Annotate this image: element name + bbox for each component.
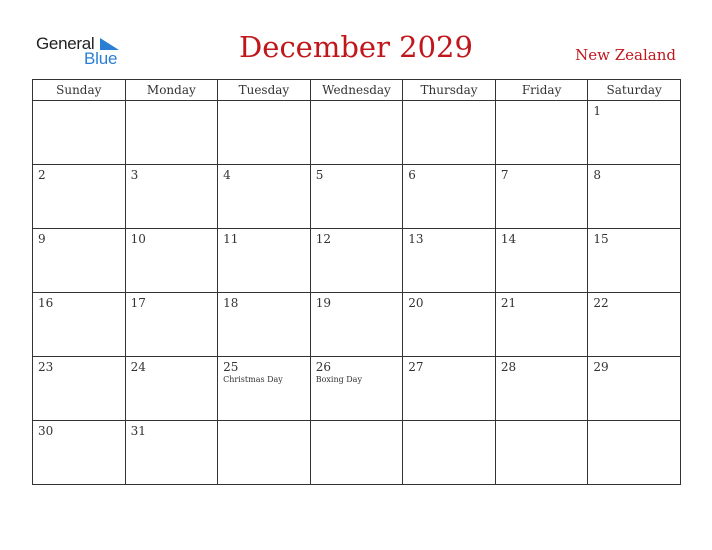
day-cell: [495, 293, 588, 357]
day-number: 9: [38, 232, 46, 246]
day-number: 6: [408, 168, 416, 182]
day-cell: [33, 165, 126, 229]
day-cell: [218, 229, 311, 293]
calendar-grid: [32, 79, 681, 485]
logo-text-blue: Blue: [84, 49, 118, 68]
day-cell: [125, 357, 218, 421]
day-number: 25: [223, 360, 239, 374]
week-row: [33, 421, 681, 485]
day-number: 1: [593, 104, 602, 118]
day-cell: [495, 421, 588, 485]
day-cell: [403, 421, 496, 485]
day-cell: [125, 101, 218, 165]
week-row: [33, 229, 681, 293]
day-cell: [403, 293, 496, 357]
day-cell: [588, 101, 681, 165]
day-number: 21: [500, 296, 517, 310]
weekday-header: Sunday: [33, 80, 126, 101]
day-cell: [495, 357, 588, 421]
day-cell: [125, 293, 218, 357]
day-cell: [403, 357, 496, 421]
holiday-label: Christmas Day: [223, 375, 283, 384]
day-number: 26: [315, 360, 331, 374]
day-number: 4: [223, 168, 231, 182]
day-number: 24: [130, 360, 146, 374]
day-number: 30: [38, 424, 54, 438]
day-number: 31: [130, 424, 146, 438]
day-cell: [310, 357, 403, 421]
weekday-header: Friday: [495, 80, 588, 101]
weekday-header: Saturday: [588, 80, 681, 101]
day-number: 19: [315, 296, 331, 310]
day-cell: [33, 229, 126, 293]
day-number: 29: [593, 360, 609, 374]
day-cell: [33, 293, 126, 357]
day-cell: [310, 165, 403, 229]
weekday-header: Wednesday: [310, 80, 403, 101]
day-number: 15: [593, 232, 609, 246]
day-cell: [495, 101, 588, 165]
day-cell: [588, 293, 681, 357]
day-number: 10: [130, 232, 146, 246]
day-cell: [218, 101, 311, 165]
week-row: [33, 293, 681, 357]
day-cell: [403, 101, 496, 165]
day-cell: [403, 229, 496, 293]
day-number: 23: [38, 360, 54, 374]
day-number: 3: [130, 168, 139, 182]
day-cell: [33, 357, 126, 421]
weekday-header: Thursday: [403, 80, 496, 101]
day-number: 5: [315, 168, 324, 182]
weekday-header-row: [33, 80, 681, 101]
day-number: 28: [500, 360, 517, 374]
day-number: 2: [38, 168, 46, 182]
weekday-header: Tuesday: [218, 80, 311, 101]
day-number: 14: [500, 232, 517, 246]
day-number: 11: [223, 232, 239, 246]
day-cell: [125, 165, 218, 229]
week-row: [33, 357, 681, 421]
day-cell: [403, 165, 496, 229]
day-cell: [588, 357, 681, 421]
logo-text-general: General: [36, 34, 95, 53]
day-cell: [125, 421, 218, 485]
day-cell: [125, 229, 218, 293]
day-number: 17: [130, 296, 146, 310]
day-number: 27: [408, 360, 424, 374]
weekday-header: Monday: [125, 80, 218, 101]
week-row: [33, 165, 681, 229]
region-label: New Zealand: [575, 46, 676, 64]
day-number: 8: [593, 168, 602, 182]
day-number: 18: [223, 296, 239, 310]
calendar-body: [33, 101, 681, 485]
week-row: [33, 101, 681, 165]
day-number: 7: [500, 168, 509, 182]
day-cell: [310, 101, 403, 165]
day-cell: [218, 421, 311, 485]
day-number: 16: [38, 296, 54, 310]
day-cell: [218, 293, 311, 357]
day-cell: [495, 229, 588, 293]
day-number: 22: [593, 296, 609, 310]
day-cell: [218, 357, 311, 421]
day-cell: [588, 421, 681, 485]
day-cell: [588, 229, 681, 293]
day-cell: [33, 421, 126, 485]
day-cell: [310, 293, 403, 357]
day-cell: [310, 229, 403, 293]
holiday-label: Boxing Day: [315, 375, 362, 384]
day-cell: [588, 165, 681, 229]
page-title: December 2029: [239, 30, 473, 64]
day-number: 13: [408, 232, 424, 246]
day-cell: [310, 421, 403, 485]
day-number: 20: [408, 296, 424, 310]
day-cell: [218, 165, 311, 229]
day-cell: [495, 165, 588, 229]
day-cell: [33, 101, 126, 165]
day-number: 12: [315, 232, 331, 246]
